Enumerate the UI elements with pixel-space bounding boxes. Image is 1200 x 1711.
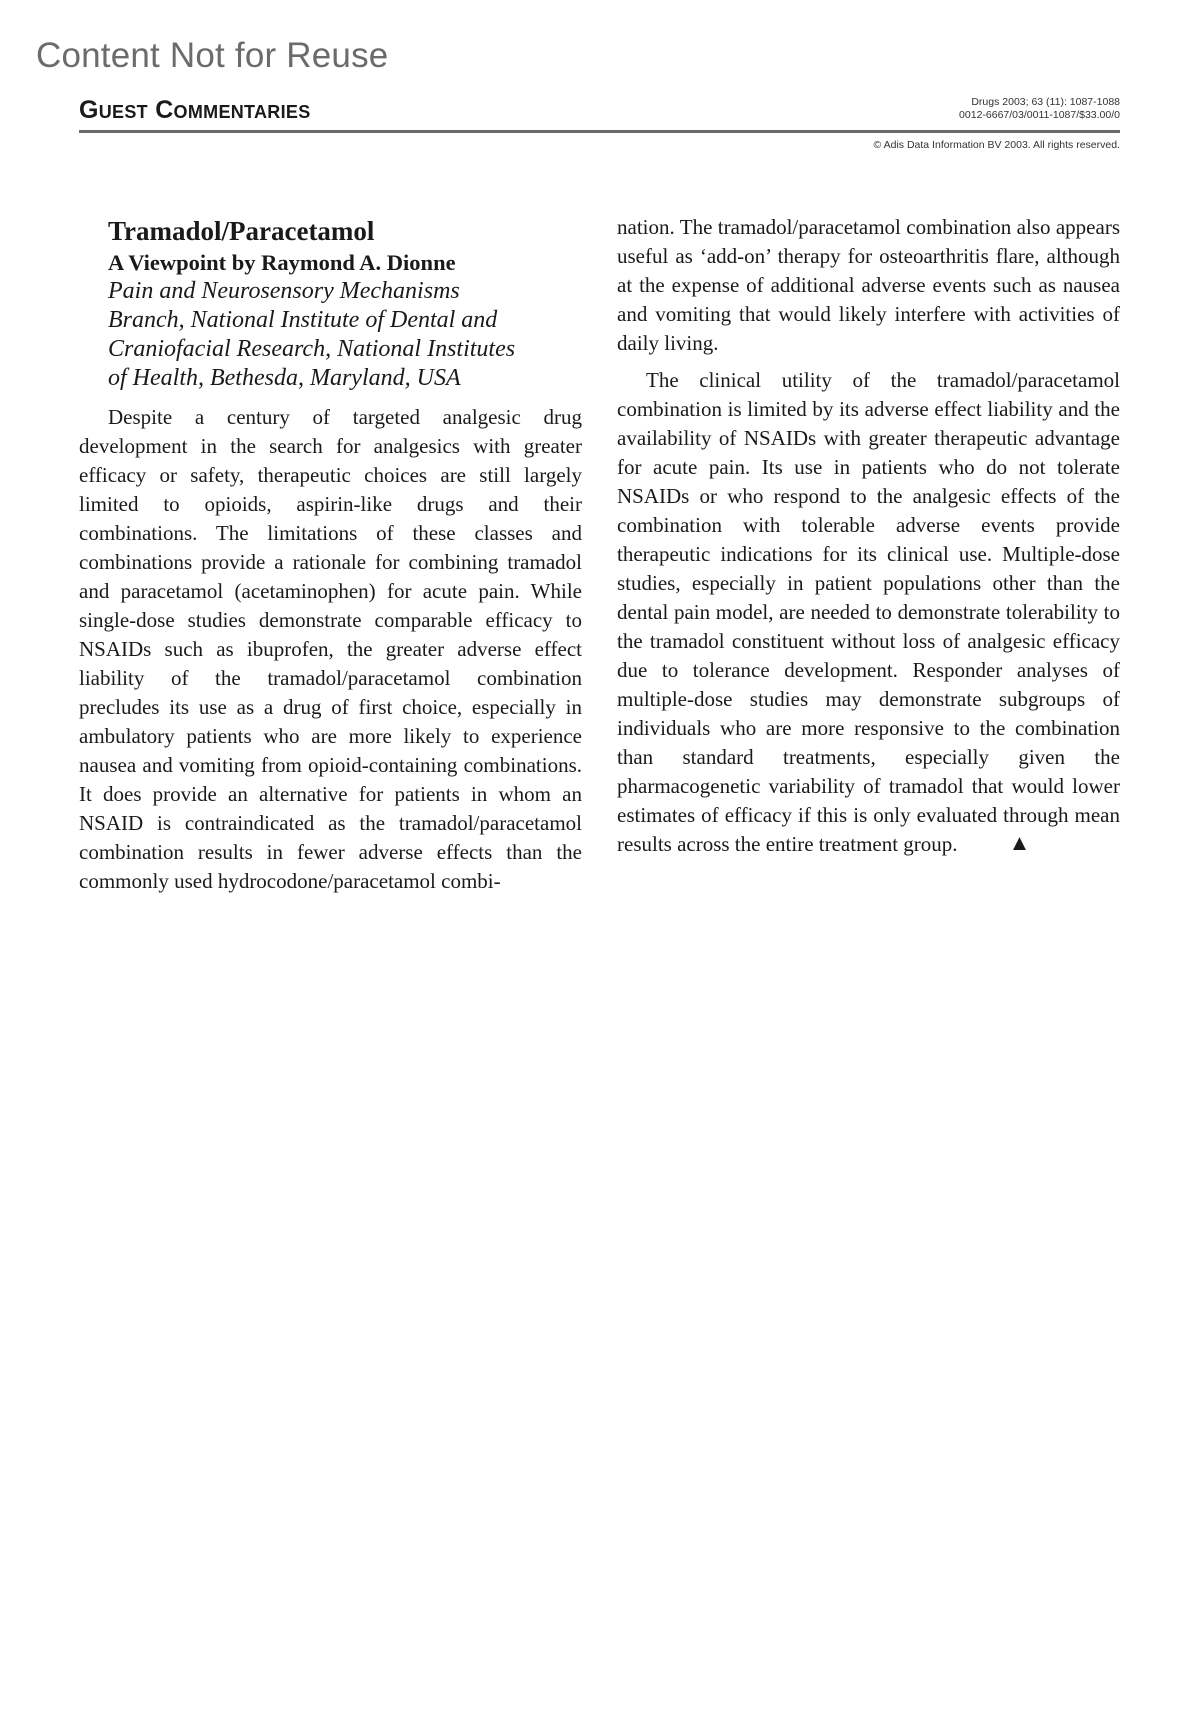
watermark: Content Not for Reuse (36, 36, 389, 75)
header-rule (79, 130, 1120, 133)
end-of-article-triangle-icon: ▲ (1008, 830, 1031, 855)
journal-citation-line: Drugs 2003; 63 (11): 1087-1088 (971, 96, 1120, 108)
body-paragraph-1: Despite a century of targeted analgesic drug development in the search for analgesics with greater efficacy or safety, therapeutic choices are still largely limited to opioids, aspirin-like drugs and their combinations. The limitations of these classes and combinations provide a rationale for combining tramadol and paracetamol (acetaminophen) for acute pain. While single-dose studies demonstrate comparable efficacy to NSAIDs such as ibuprofen, the greater adverse effect liability of the tramadol/paracetamol combination precludes its use as a drug of first choice, especially in ambulatory patients who are more likely to experience nausea and vomiting from opioid-containing combinations. It does provide an alternative for patients in whom an NSAID is contraindicated as the tramadol/paracetamol combination results in fewer adverse effects than the commonly used hydrocodone/paracetamol combi- (79, 405, 582, 893)
journal-citation (959, 96, 1120, 122)
body-paragraph-3-text: The clinical utility of the tramadol/paracetamol combination is limited by its adverse effect liability and the availability of NSAIDs with greater therapeutic advantage for acute pain. Its use in patients who do not tolerate NSAIDs or who respond to the analgesic effects of the combination with tolerable adverse events provide therapeutic indications for its clinical use. Multiple-dose studies, especially in patient populations other than the dental pain model, are needed to demonstrate tolerability to the tramadol constituent without loss of analgesic efficacy due to tolerance development. Responder analyses of multiple-dose studies may demonstrate subgroups of individuals who are more responsive to the combination than standard treatments, especially given the pharmacogenetic variability of tramadol that would lower estimates of efficacy if this is only evaluated through mean results across the entire treatment group. (617, 368, 1120, 856)
copyright-notice: © Adis Data Information BV 2003. All rights reserved. (873, 139, 1120, 151)
article-byline: A Viewpoint by Raymond A. Dionne (108, 250, 456, 275)
left-column (79, 214, 582, 896)
article-heading (108, 214, 582, 393)
journal-issn-line: 0012-6667/03/0011-1087/$33.00/0 (959, 109, 1120, 121)
author-affiliation: Pain and Neurosensory Mechanisms Branch, National Institute of Dental and Craniofacial Research, National Institutes of Health, Bethesda, Maryland, USA (108, 278, 516, 391)
section-title: Guest Commentaries (79, 96, 311, 124)
right-column (617, 213, 1120, 859)
article-title: Tramadol/Paracetamol (108, 216, 375, 246)
body-paragraph-2: nation. The tramadol/paracetamol combination also appears useful as ‘add-on’ therapy for osteoarthritis flare, although at the expense of additional adverse events such as nausea and vomiting that would likely interfere with activities of daily living. (617, 215, 1120, 355)
body-paragraph-3 (617, 366, 1120, 859)
